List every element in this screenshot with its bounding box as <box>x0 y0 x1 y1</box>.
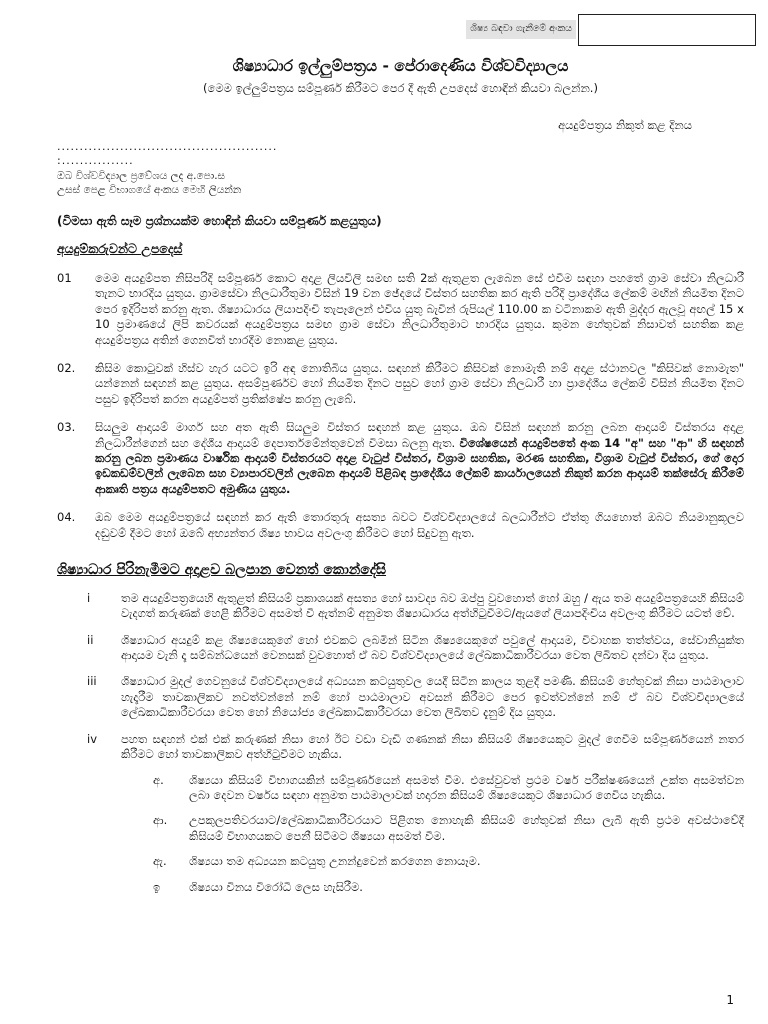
item-text: කිසිම කොටුවක් හිස්ව හැර යටට ඉරි අඳ නොතිබිය යුතුය. සඳහන් කිරීමට කිසිවක් නොමැති නම් අදාළ ස්ථානවල "කිසිවක් නොමැත" යන්නෙන් සඳහන් කළ යුතුය. අසම්පූර්ණව හෝ නියමිත දිනට පසුව හෝ ග්‍රාම සේවා නිලධාරී හා ප්‍රාදේශීය ලේකම් විසින් නියමිත දිනට පසුව ඉදිරිපත් කරන අයදුම්පත් ප්‍රතික්ෂේප කරනු ලැබේ. <box>95 361 744 406</box>
subitem-text: ශිෂ්‍යයා තම අධ්‍යයන කටයුතු උනන්දුවෙන් කරගෙන නොයෑම. <box>189 854 481 869</box>
instruction-item-02 <box>57 361 744 407</box>
condition-item-ii <box>57 633 744 664</box>
subitem-text: උපකුලපතිවරයාට/ලේඛකාධිකාරීවරයාට පිළිගත නොහැකි කිසියම් හේතුවක් නිසා ලැබී ඇති ප්‍රථම අවස්ථාවේදී කිසියම් විභාගයකට පෙනී සිටීමට ශිෂ්‍යයා අසමත් වීම. <box>189 813 744 843</box>
instruction-item-01 <box>57 271 744 348</box>
item-text: මෙම අයදුම්පත නිසිපරිදි සම්පූර්ණ කොට අදාළ ලියවිලි සමඟ සති 2ක් ඇතුළත ලැබෙන සේ එවීම සඳහා පහතේ ග්‍රාම සේවා නිලධාරී තැනට භාරදිය යුතුය. ග්‍රාමසේවා නිලධාරීතුමා විසින් 19 වන ඡේදයේ විස්තර සහතික කර ඇති පරිදි ප්‍රාදේශීය ලේකම් මඟින් නියමිත දිනට පෙර ඉදිරිපත් කරනු ඇත. ශිෂ්‍යාධාරය ලියාපදිංචි තැපෑලෙන් එවිය යුතු බැවින් රුපියල් 110.00 ක වටිනාකම ඇති මුද්දර ඇලවූ අඟල් 15 x 10 ප්‍රමාණයේ ලිපි කවරයක් අයදුම්පත්‍රය සමඟ ග්‍රාම සේවා නිලධාරීතුමාට භාරදිය යුතුය. කුමන හේතුවක් නිසාවත් සහතික කළ අයදුම්පත්‍රය අතින් ගෙනවිත් භාරදීම නොකළ යුතුය. <box>95 271 744 347</box>
condition-subitem-ae <box>57 854 744 869</box>
instructions-heading: අයදුම්කරුවන්ට උපදෙස් <box>57 241 183 257</box>
item-number: iii <box>87 674 97 689</box>
condition-item-iii <box>57 674 744 720</box>
subitem-letter: ඉ <box>153 879 161 894</box>
item-text <box>95 420 744 497</box>
admission-number-section <box>466 14 756 46</box>
item-text-bold: විශේෂයෙන් අයදුම්පතේ අංක 14 "අ" සහ "ආ" හි සඳහන් කරනු ලබන ප්‍රමාණය වාර්ෂික ආදායම් විස්තරයට අදාළ වැටුප් විස්තර, විශ්‍රාම සහතික, මරණ සහතික, විශ්‍රාම වැටුප් විස්තර, ගේ දොර ඉඩකඩම්වලින් ලැබෙන සහ ව්‍යාපාරවලින් ලැබෙන ආදායම් පිළිබඳ ප්‍රාදේශීය ලේකම් කාර්යාලයෙන් නිකුත් කරන ආදායම් තක්සේරු කිරීමේ ආකෘති පත්‍රය අයදුම්පතට අමුණිය යුතුය. <box>95 435 744 496</box>
condition-subitem-aa <box>57 813 744 844</box>
item-number: ii <box>87 632 94 647</box>
issue-date-label: අයදුම්පත්‍රය නිකුත් කළ දිනය <box>558 118 692 133</box>
item-text: පහත සඳහන් එක් එක් කරුණක් නිසා හෝ ඊට වඩා වැඩි ගණනක් නිසා කිසියම් ශිෂ්‍යයෙකුට මුදල් ගෙවීම සම්පූර්ණයෙන් නතර කිරීමට හෝ තාවකාලිකව අත්හිටුවීමට හැකිය. <box>121 731 744 762</box>
condition-subitem-i <box>57 880 744 895</box>
conditions-heading: ශිෂ්‍යාධාර පිරිනැමීමට අදාළව බලපාන වෙනත් කොන්දේසි <box>57 562 387 579</box>
fill-in-dotted-line: ................................................. <box>57 139 278 153</box>
item-number: 03. <box>57 420 76 435</box>
condition-item-iv <box>57 732 744 763</box>
item-text-normal: සියලුම ආදායම් මාර්ග සහ අත ඇති සියලුම විස්තර සඳහන් කළ යුතුය. ඔබ විසින් සඳහන් කරනු ලබන ආදායම් විස්තරය අදාළ නිලධාරීන්ගෙන් සහ දේශීය ආදායම් දෙපාර්තමේන්තුවෙන් විමසා බලනු ඇත. <box>95 420 744 450</box>
item-number: 04. <box>57 510 76 525</box>
subitem-text: ශිෂ්‍යයා කිසියම් විභාගයකින් සම්පූර්ණයෙන් අසමත් වීම. එසේවුවත් ප්‍රථම වර්ෂ පරීක්ෂණයෙන් උක්ත අසමත්වන ලබා දෙවන වර්ෂය සඳහා අනුමත පාඨමාලාවක් හදාරන කිසියම් ශිෂ්‍යයෙකුට ශිෂ්‍යාධාර ගෙවිය හැකිය. <box>189 772 744 802</box>
page-number: 1 <box>726 992 734 1007</box>
item-number: iv <box>87 731 98 746</box>
condition-subitem-a <box>57 773 744 804</box>
item-number: 01 <box>57 271 72 285</box>
subitem-letter: ඇ. <box>153 854 167 869</box>
item-number: i <box>87 590 91 605</box>
subitem-text: ශිෂ්‍යයා විනය විරෝධී ලෙස හැසිරීම. <box>189 879 363 894</box>
item-text: ශිෂ්‍යාධාර මුදල් ගෙවනුයේ විශ්වවිද්‍යාලයේ අධ්‍යයන කටයුතුවල යෙදී සිටින කාලය තුළදී පමණි. කිසියම් හේතුවක් නිසා පාඨමාලාව හැදෑරීම තාවකාලිකව නවත්වන්නේ නම් හෝ පාඨමාලාව අවසන් කිරීමට පෙර ඉවත්වන්නේ නම් ඒ බව විශ්වවිද්‍යාලයේ ලේඛකාධිකාරීවරයා වෙත හෝ නියෝජ්‍ය ලේඛකාධිකාරීවරයා වෙත ලිඛිතව දැනුම් දිය යුතුය. <box>121 674 744 720</box>
admission-number-box <box>578 14 756 46</box>
item-text: තම අයදුම්පත්‍රයෙහි ඇතුළත් කිසියම් ප්‍රකාශයක් අසත්‍ය හෝ සාවද්‍ය බව ඔප්පු වුවහොත් හෝ ඔහු / ඇය තම අයදුම්පත්‍රයෙහි කිසියම් වැදගත් කරුණක් හෙළි කිරීමට අසමත් වී ඇත්නම් අනුමත ශිෂ්‍යාධාරය අත්හිටුවීමට/ඇයගේ ලියාපදිංචිය අවලංගු කිරීමට යටත් වේ. <box>121 590 744 621</box>
admission-number-label: ශිෂ්‍ය බඳවා ගැනීමේ අංකය <box>466 20 576 39</box>
complete-all-questions-note: (විමසා ඇති සෑම ප්‍රශ්නයක්ම හොඳින් කියවා සම්පූර්ණ කළයුතුය) <box>57 214 382 229</box>
item-text: ඔබ මෙම අයදුම්පත්‍රයේ සඳහන් කර ඇති තොරතුරු අසත්‍ය බවට විශ්වවිද්‍යාලයේ බලධාරීන්ට ඒත්තු ගියහොත් ඔබට නියමානුකූලව දඬුවම් දීමට හෝ ඔබේ අභ්‍යන්තර ශිෂ්‍ය භාවය අවලංගු කිරීමට හෝ සිදුවනු ඇත. <box>95 510 744 540</box>
page-subtitle: (මෙම ඉල්ලුම්පත්‍රය සම්පූර්ණ කිරීමට පෙර දී ඇති උපදෙස් හොඳින් කියවා බලන්න.) <box>203 80 598 95</box>
item-text: ශිෂ්‍යාධාර අයදුම් කළ ශිෂ්‍යයෙකුගේ හෝ එවකට ලබමින් සිටින ශිෂ්‍යයෙකුගේ පවුලේ ආදායම, විවාහක තත්ත්වය, සේවානියුක්ත ආදායම වැනි දෑ සම්බන්ධයෙන් වෙනසක් වුවහොත් ඒ බව විශ්වවිද්‍යාලයේ ලේඛකාධිකාරීවරයා වෙත ලිඛිතව දන්වා දිය යුතුය. <box>121 632 744 663</box>
exam-number-fill-section <box>57 140 744 198</box>
exam-note-line2: උසස් පෙළ විභාගයේ අංකය මෙහි ලියන්න <box>57 184 242 197</box>
exam-note-line1: ඔබ විශ්වවිද්‍යාල ප්‍රවේශය ලද අ.පො.ස <box>57 170 226 183</box>
fill-in-colon-line: :................ <box>57 154 134 168</box>
page-title: ශිෂ්‍යාධාර ඉල්ලුම්පත්‍රය - පේරාදෙණිය විශ්වවිද්‍යාලය <box>232 57 569 75</box>
subitem-letter: ආ. <box>153 813 168 828</box>
subitem-letter: අ. <box>153 772 164 787</box>
condition-item-i <box>57 591 744 622</box>
instruction-item-04 <box>57 510 744 541</box>
item-number: 02. <box>57 361 76 376</box>
instruction-item-03 <box>57 420 744 497</box>
